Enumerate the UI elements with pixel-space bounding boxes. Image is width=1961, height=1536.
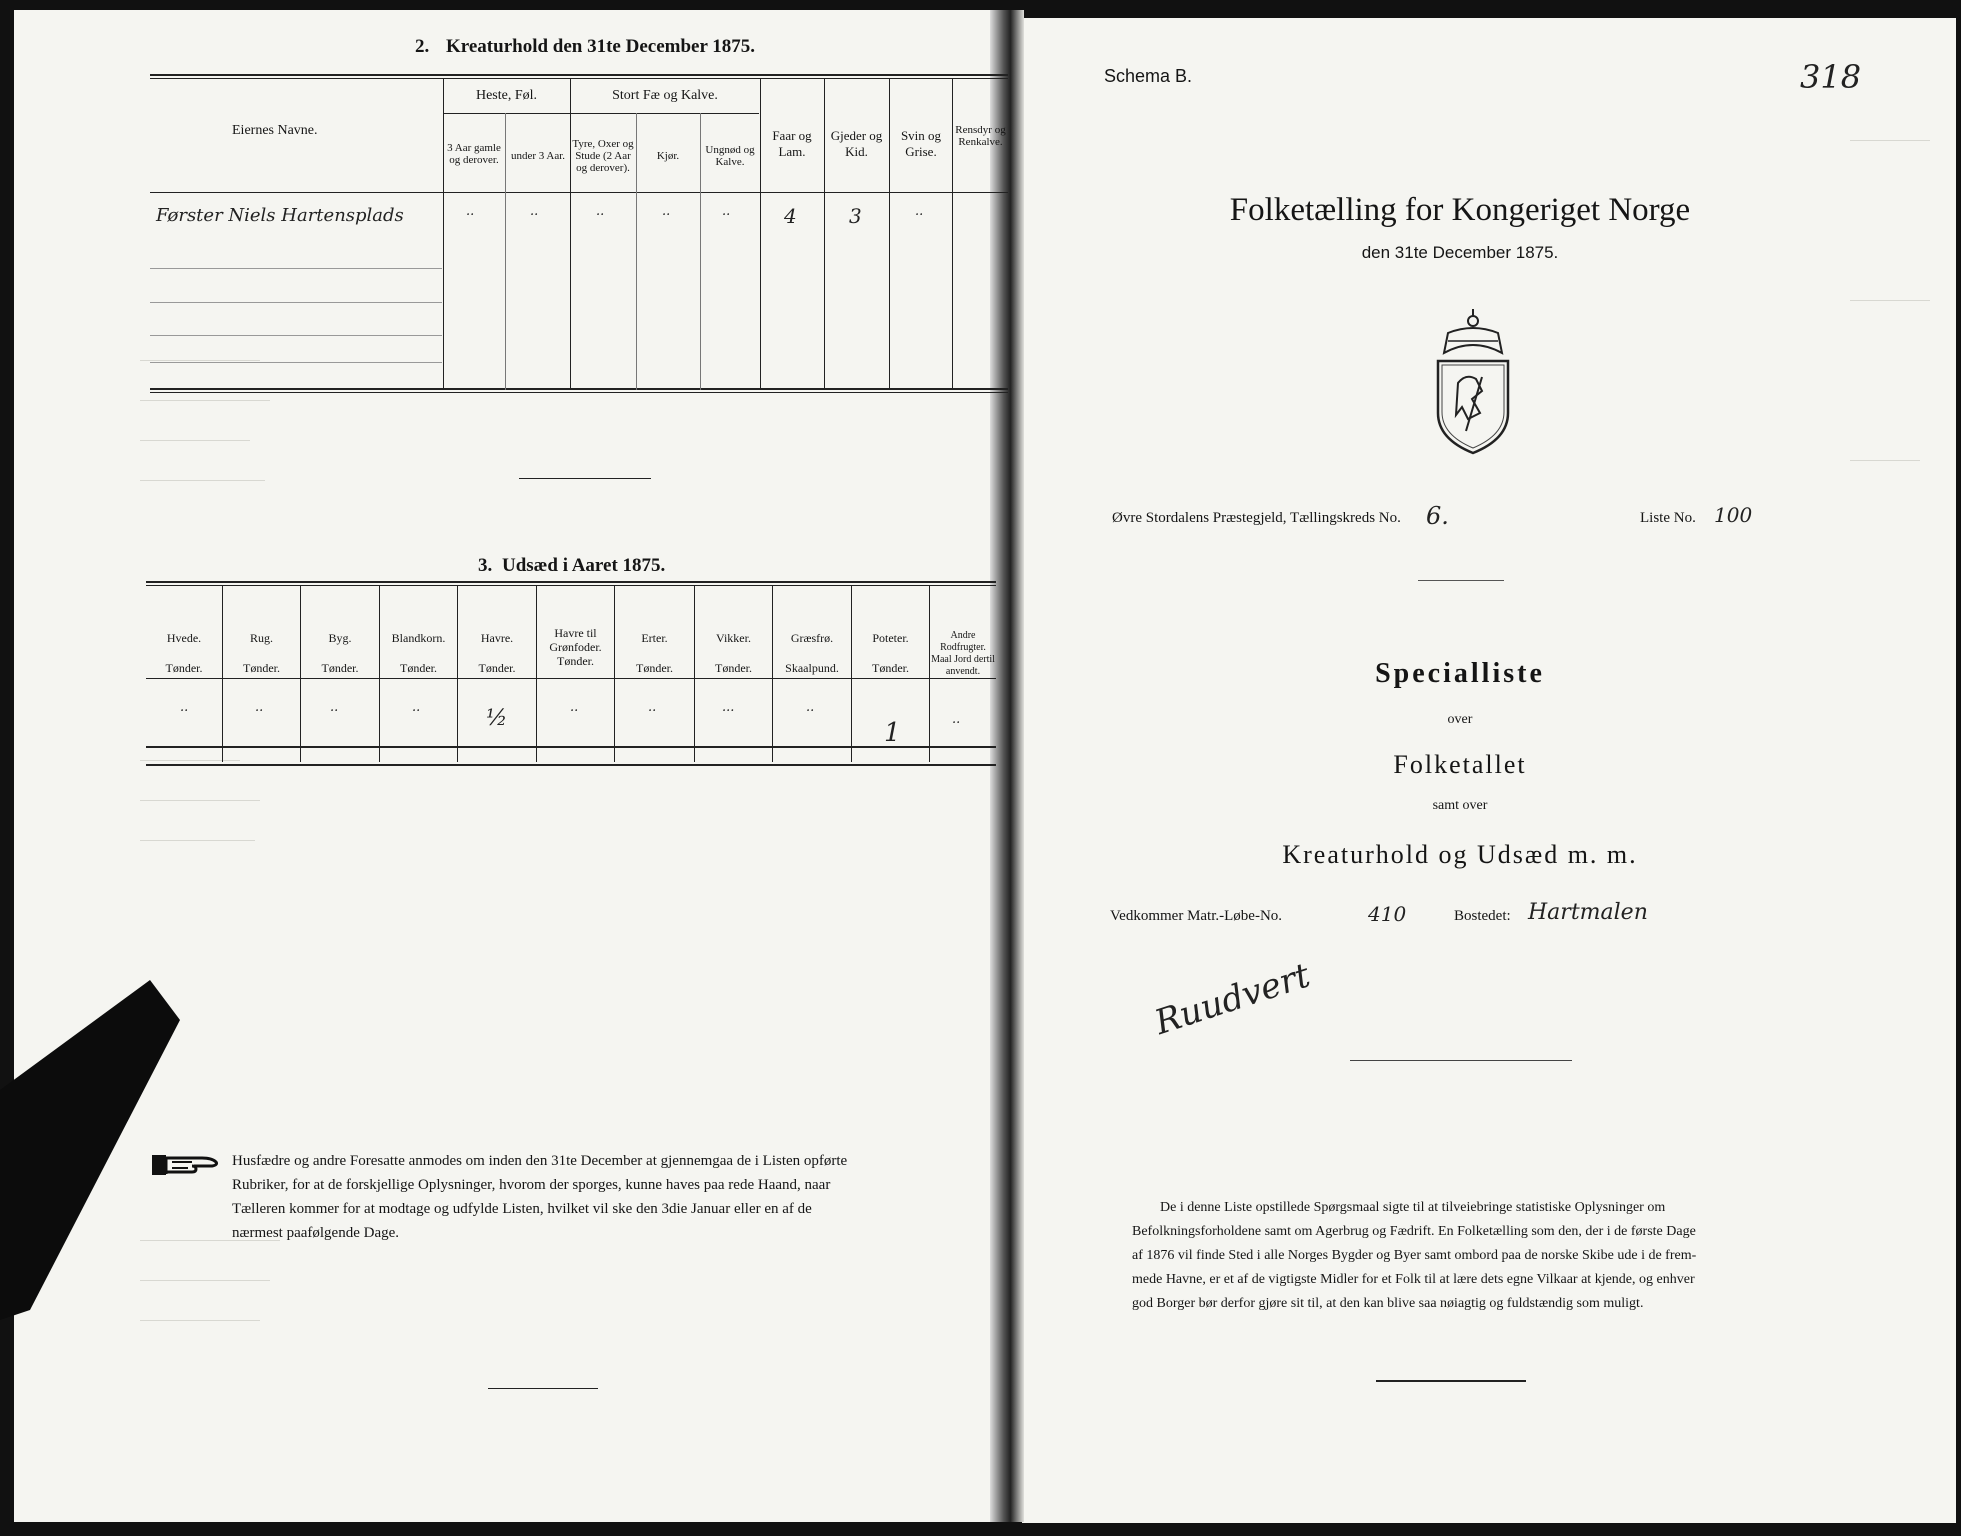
pointing-hand-icon — [152, 1152, 220, 1178]
census-date: den 31te December 1875. — [1361, 243, 1559, 262]
row-line — [150, 362, 442, 363]
col-header: Ungnød og Kalve. — [705, 144, 755, 168]
row-line — [150, 302, 442, 303]
page-number: 318 — [1800, 58, 1862, 96]
table-rule — [150, 392, 1008, 393]
footer-line: Befolkningsforholdene samt om Agerbrug og Fædrift. En Folketælling som den, der i de første Dage — [1132, 1224, 1696, 1239]
seed-col-header: Erter. Tønder. — [636, 631, 673, 675]
col-header: Gjeder og Kid. — [830, 128, 883, 159]
list-number: 100 — [1714, 503, 1753, 527]
group-stort: Stort Fæ og Kalve. — [612, 88, 718, 103]
seed-col-header: Græsfrø. Skaalpund. — [785, 631, 839, 675]
notice-line: Husfædre og andre Foresatte anmodes om inden den 31te December at gjennemgaa de i Listen opførte — [232, 1153, 848, 1169]
table-rule — [150, 192, 1008, 193]
schema-label: Schema B. — [1104, 66, 1193, 86]
seed-col-header: Hvede. Tønder. — [165, 631, 203, 675]
seed-value: .. — [952, 712, 961, 727]
divider — [1350, 1060, 1572, 1061]
notice-line: nærmest paafølgende Dage. — [232, 1225, 400, 1241]
table-rule — [150, 388, 1008, 390]
seed-col-header: Blandkorn. Tønder. — [391, 631, 446, 675]
matr-label: Vedkommer Matr.-Løbe-No. — [1110, 908, 1283, 924]
census-title: Folketælling for Kongeriget Norge — [1229, 192, 1691, 228]
district-number: 6. — [1426, 502, 1449, 530]
table-rule — [444, 113, 759, 114]
section3-number: 3. — [478, 555, 493, 576]
divider — [488, 1388, 598, 1389]
table-rule — [146, 764, 996, 766]
seed-value: .. — [648, 700, 657, 715]
col-header: Rensdyr og Renkalve. — [955, 124, 1006, 148]
col-header: Faar og Lam. — [772, 128, 812, 159]
cell-value: .. — [596, 204, 605, 219]
seed-value: .. — [570, 700, 579, 715]
cell-value: .. — [662, 204, 671, 219]
coat-of-arms-icon — [1432, 307, 1514, 455]
section2-title: Kreaturhold den 31te December 1875. — [446, 36, 756, 57]
col-header: under 3 Aar. — [510, 150, 566, 162]
seed-col-header: Vikker. Tønder. — [715, 631, 752, 675]
seed-value: .. — [255, 700, 264, 715]
divider — [519, 478, 651, 479]
cell-value: 4 — [784, 204, 797, 228]
seed-col-header: Andre Rodfrugter. Maal Jord dertil anvendt. — [931, 630, 995, 677]
cell-value: .. — [722, 204, 731, 219]
cell-value: 3 — [849, 204, 862, 228]
col-header: Kjør. — [656, 150, 680, 162]
cell-value: .. — [915, 204, 924, 219]
signature: Ruudvert — [1150, 955, 1315, 1044]
col-header: 3 Aar gamle og derover. — [447, 142, 501, 166]
over-label: over — [1447, 712, 1473, 727]
specialliste-title: Specialliste — [1375, 658, 1545, 689]
owner-header: Eiernes Navne. — [232, 123, 318, 138]
table-rule — [146, 746, 996, 748]
cell-value: .. — [466, 204, 475, 219]
seed-value: 1 — [884, 718, 901, 748]
table-rule — [146, 585, 996, 586]
col-header: Svin og Grise. — [900, 128, 942, 159]
table-rule — [146, 581, 996, 583]
book-spine — [990, 10, 1024, 1522]
row-line — [150, 268, 442, 269]
section3-title: Udsæd i Aaret 1875. — [502, 555, 666, 576]
footer-line: af 1876 vil finde Sted i alle Norges Bygder og Byer samt ombord paa de norske Skibe ude i de frem- — [1132, 1248, 1697, 1263]
parish-line: Øvre Stordalens Præstegjeld, Tællingskreds No. — [1112, 510, 1401, 526]
group-heste: Heste, Føl. — [475, 88, 538, 103]
footer-line: god Borger bør derfor gjøre sit til, at den kan blive saa nøiagtig og fuldstændig som muligt. — [1132, 1296, 1644, 1311]
seed-col-header: Havre. Tønder. — [478, 631, 516, 675]
kreaturhold-heading: Kreaturhold og Udsæd m. m. — [1282, 840, 1638, 869]
seed-value: .. — [180, 700, 189, 715]
notice-line: Tælleren kommer for at modtage og udfylde Listen, hvilket vil ske den 3die Januar eller en af de — [232, 1201, 812, 1217]
seed-col-header: Rug. Tønder. — [243, 631, 280, 675]
seed-value: .. — [330, 700, 339, 715]
bosted-value: Hartmalen — [1528, 900, 1648, 925]
samt-over-label: samt over — [1432, 798, 1488, 813]
table-rule — [150, 74, 1008, 76]
seed-col-header: Poteter. Tønder. — [872, 631, 909, 675]
footer-line: De i denne Liste opstillede Spørgsmaal sigte til at tilveiebringe statistiske Oplysninger om — [1160, 1200, 1666, 1215]
seed-value: ... — [722, 700, 735, 715]
matr-value: 410 — [1368, 902, 1407, 926]
seed-value: ½ — [486, 706, 508, 731]
seed-value: .. — [412, 700, 421, 715]
section2-number: 2. — [415, 36, 430, 57]
notice-line: Rubriker, for at de forskjellige Oplysninger, hvorom der sporges, kunne haves paa rede Haand, naar — [232, 1177, 831, 1193]
seed-col-header: Byg. Tønder. — [321, 631, 359, 675]
divider — [1418, 580, 1504, 581]
cell-value: .. — [530, 204, 539, 219]
footer-line: mede Havne, er et af de vigtigste Midler for et Folk til at lære dets egne Vilkaar at kjende, og enhver — [1132, 1272, 1695, 1287]
divider — [1376, 1380, 1526, 1382]
owner-name: Førster Niels Hartensplads — [156, 205, 404, 226]
bosted-label: Bostedet: — [1454, 908, 1511, 924]
seed-value: .. — [806, 700, 815, 715]
list-label: Liste No. — [1640, 510, 1696, 526]
row-line — [150, 335, 442, 336]
col-header: Tyre, Oxer og Stude (2 Aar og derover). — [572, 138, 634, 174]
seed-col-header: Havre til Grønfoder. Tønder. — [549, 626, 602, 668]
table-rule — [150, 78, 1008, 79]
folketallet-heading: Folketallet — [1393, 750, 1527, 779]
